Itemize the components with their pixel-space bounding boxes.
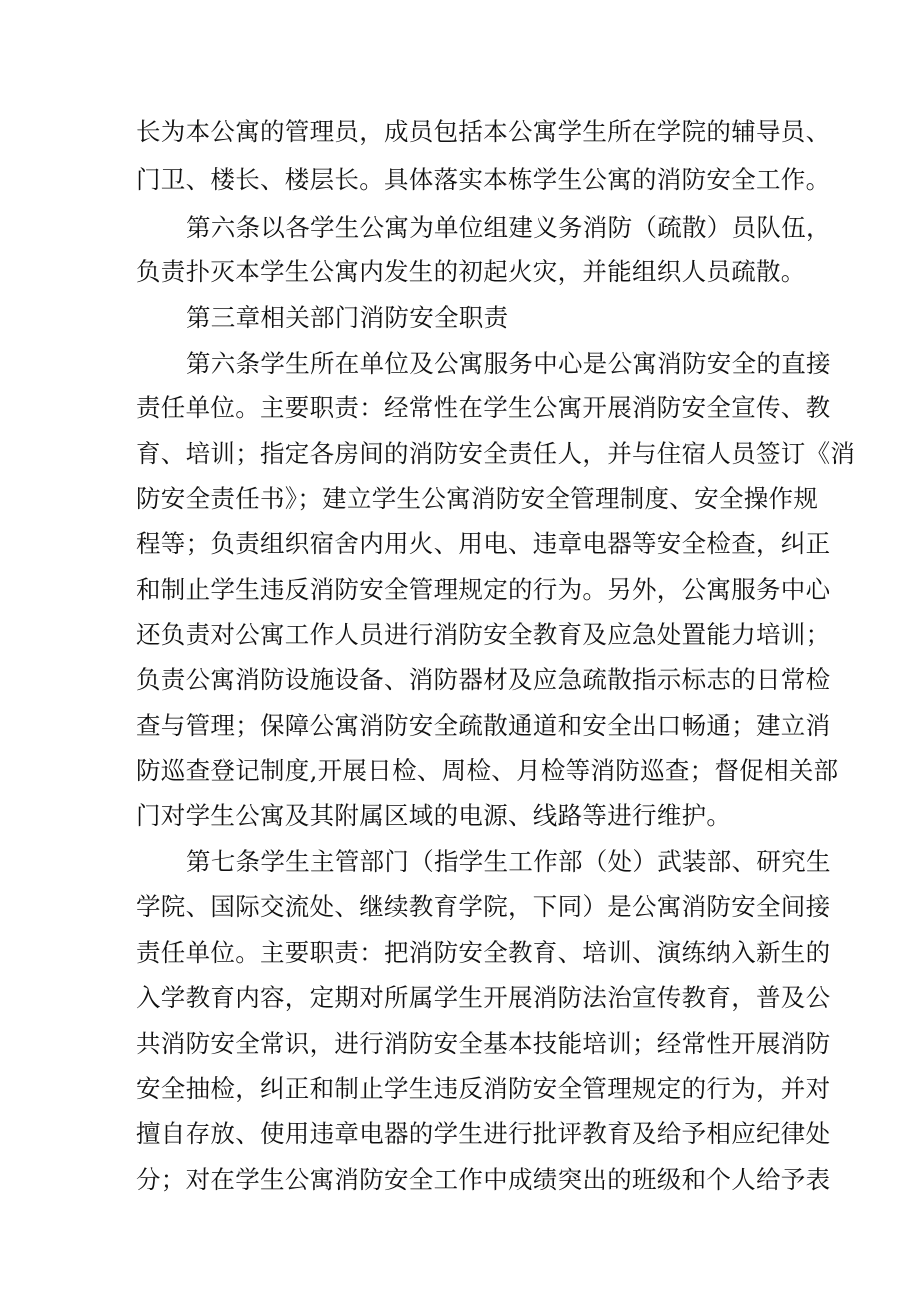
text-line: 安全抽检，纠正和制止学生违反消防安全管理规定的行为，并对 [136, 1074, 831, 1103]
text-line: 第六条以各学生公寓为单位组建义务消防（疏散）员队伍， [186, 213, 831, 242]
text-line: 责任单位。主要职责：经常性在学生公寓开展消防安全宣传、教 [136, 393, 831, 422]
text-line: 入学教育内容，定期对所属学生开展消防法治宣传教育，普及公 [136, 983, 831, 1012]
text-line: 第七条学生主管部门（指学生工作部（处）武装部、研究生 [186, 847, 831, 876]
text-line: 共消防安全常识，进行消防安全基本技能培训；经常性开展消防 [136, 1029, 831, 1058]
text-line: 还负责对公寓工作人员进行消防安全教育及应急处置能力培训； [136, 620, 831, 649]
text-line: 程等；负责组织宿舍内用火、用电、违章电器等安全检查，纠正 [136, 529, 831, 558]
section-heading: 第三章相关部门消防安全职责 [186, 303, 509, 332]
text-line: 育、培训；指定各房间的消防安全责任人，并与住宿人员签订《消 [136, 439, 856, 468]
text-line: 擅自存放、使用违章电器的学生进行批评教育及给予相应纪律处 [136, 1119, 831, 1148]
text-line: 分；对在学生公寓消防安全工作中成绩突出的班级和个人给予表 [136, 1165, 831, 1194]
text-line: 防安全责任书》；建立学生公寓消防安全管理制度、安全操作规 [136, 484, 819, 513]
text-line: 长为本公寓的管理员，成员包括本公寓学生所在学院的辅导员、 [136, 117, 831, 146]
text-line: 负责公寓消防设施设备、消防器材及应急疏散指示标志的日常检 [136, 665, 831, 694]
text-line: 学院、国际交流处、继续教育学院，下同）是公寓消防安全间接 [136, 892, 831, 921]
text-line: 查与管理；保障公寓消防安全疏散通道和安全出口畅通；建立消 [136, 711, 831, 740]
text-line: 门卫、楼长、楼层长。具体落实本栋学生公寓的消防安全工作。 [136, 165, 831, 194]
text-line: 第六条学生所在单位及公寓服务中心是公寓消防安全的直接 [186, 349, 831, 378]
text-line: 门对学生公寓及其附属区域的电源、线路等进行维护。 [136, 801, 732, 830]
text-line: 和制止学生违反消防安全管理规定的行为。另外，公寓服务中心 [136, 575, 831, 604]
text-line: 负责扑灭本学生公寓内发生的初起火灾，并能组织人员疏散。 [136, 257, 806, 286]
text-line: 责任单位。主要职责：把消防安全教育、培训、演练纳入新生的 [136, 938, 831, 967]
text-line: 防巡查登记制度,开展日检、周检、月检等消防巡查；督促相关部 [136, 756, 839, 785]
